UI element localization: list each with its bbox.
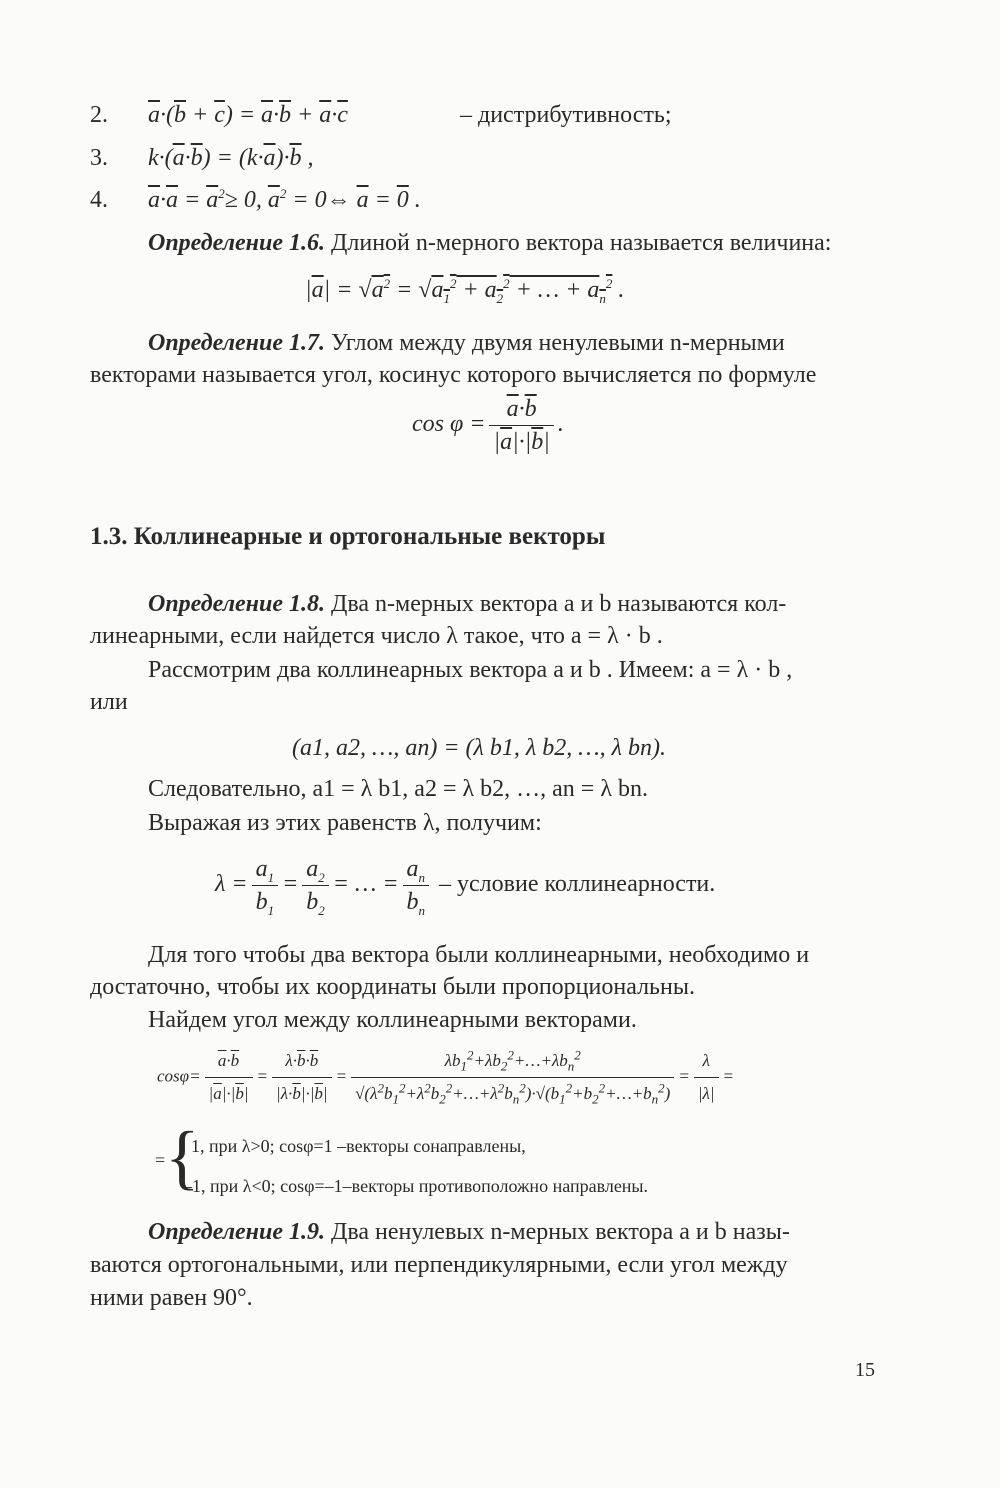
case-positive: 1, при λ>0; cosφ=1 –векторы сонаправлены, <box>191 1136 526 1156</box>
definition-label: Определение 1.8. <box>148 591 325 617</box>
formula-collinear-cosine: cosφ= $\frac{\overline{a}\cdot\overline{b}}{|\overline{a}|\cdot|\overline{b}|}$ = $\frac{\lambda\cdot\overline{b}\cdot\overline{b}}{|\lambda\cdot\overline{b}|\cdot|\overline{b}|}$ = $\frac{\lambda b_1^2+\lambda b_2^2+\dots+\lambda b_n^2}{√(\lambda^2b_1^2+\lambda^2b_2^2+\dots+\lambda^2b_n^2)\cdot√(b_1^2+b_2^2+\dots+b_n^2)}$ = $\frac{\lambda}{|\lambda|}$ = <box>157 1047 735 1107</box>
section-heading: 1.3. Коллинеарные и ортогональные векторы <box>90 523 606 550</box>
list-item-4 <box>90 185 421 215</box>
definition-line: Углом между двумя ненулевыми n-мерными <box>331 330 785 356</box>
item-number: 3. <box>90 145 108 171</box>
definition-label: Определение 1.6. <box>148 230 325 256</box>
definition-line: ними равен 90°. <box>90 1285 253 1311</box>
page: 2. $\overline{a}\cdot(\overline{b} + \overline{c}) = \overline{a}\cdot\overline{b} + \overline{a}\cdot\overline{c}$ – дистрибутивность; 3. $k\cdot(\overline{a}\cdot\overline{b}) = (k\cdot\overline{a})\cdot\overline{b}$ , 4. $\overline{a}\cdot\overline{a} = \overline{a}^2\ge 0$, $\overline{a}^2$ = 0⇔ $\overline{a} = 0$ . Определение 1.6. Длиной n-мерного вектора называется величина: $|\overline{a}| = √a^2 = √a_1^2 + a_2^2$ + … + $a_n^2$ . Определение 1.7. Углом между двумя ненулевыми n-мерными векторами называется угол, косинус которого вычисляется по формуле cos φ = $\frac{\overline{a}\cdot\overline{b}}{|\overline{a}|\cdot|\overline{b}|}$ . 1.3. Коллинеарные и ортогональные векторы Определение 1.8. Два n-мерных вектора a и b называются кол- линеарными, если найдется число λ такое, что a = λ · b . Рассмотрим два коллинеарных вектора a и b . Имеем: a = λ · b , или (a1, a2, …, an) = (λ b1, λ b2, …, λ bn). Следовательно, a1 = λ b1, a2 = λ b2, …, an = λ bn. Выражая из этих равенств λ, получим: λ = $\frac{a_1}{b_1}$ = $\frac{a_2}{b_2}$ = … = $\frac{a_n}{b_n}$ – условие коллинеарности. Для того чтобы два вектора были коллинеарными, необходимо и достаточно, чтобы их координаты были пропорциональны. Найдем угол между коллинеарными векторами. cosφ= $\frac{\overline{a}\cdot\overline{b}}{|\overline{a}|\cdot|\overline{b}|}$ = $\frac{\lambda\cdot\overline{b}\cdot\overline{b}}{|\lambda\cdot\overline{b}|\cdot|\overline{b}|}$ = $\frac{\lambda b_1^2+\lambda b_2^2+\dots+\lambda b_n^2}{√(\lambda^2b_1^2+\lambda^2b_2^2+\dots+\lambda^2b_n^2)\cdot√(b_1^2+b_2^2+\dots+b_n^2)}$ = $\frac{\lambda}{|\lambda|}$ = = { 1, при λ>0; cosφ=1 –векторы сонаправлены, –1, при λ<0; cosφ=–1–векторы противоположно направлены. Определение 1.9. Два ненулевых n-мерных вектора a и b назы- ваются ортогональными, или перпендикулярными, если угол между ними равен 90°. 15 <box>0 0 1000 1488</box>
list-item-2 <box>90 100 672 130</box>
paragraph-line: Рассмотрим два коллинеарных вектора a и b . Имеем: a = λ · b , <box>148 657 793 683</box>
paragraph-line: достаточно, чтобы их координаты были пропорциональны. <box>90 974 695 1000</box>
definition-label: Определение 1.7. <box>148 330 325 356</box>
paragraph-line: Для того чтобы два вектора были коллинеарными, необходимо и <box>148 942 810 968</box>
page-number: 15 <box>855 1359 875 1381</box>
paragraph-line: Выражая из этих равенств λ, получим: <box>148 810 542 836</box>
paragraph-line: Найдем угол между коллинеарными векторами. <box>148 1007 637 1033</box>
formula-vector-length: $|\overline{a}| = √a^2 = √a_1^2 + a_2^2$ + … + $a_n^2$ . <box>305 276 625 306</box>
definition-1-7 <box>148 328 878 358</box>
item-number: 4. <box>90 187 108 213</box>
formula-distributive: $\overline{a}\cdot(\overline{b} + \overline{c}) = \overline{a}\cdot\overline{b} + \overline{a}\cdot\overline{c}$ <box>148 102 348 128</box>
definition-line: Два n-мерных вектора a и b называются кол- <box>331 591 787 617</box>
case-negative: –1, при λ<0; cosφ=–1–векторы противоположно направлены. <box>183 1176 649 1196</box>
paragraph-line: Следовательно, a1 = λ b1, a2 = λ b2, …, an = λ bn. <box>148 776 648 802</box>
paragraph-line: или <box>90 689 128 715</box>
fraction: $\frac{\overline{a}\cdot\overline{b}}{|\overline{a}|\cdot|\overline{b}|}$ <box>489 395 553 456</box>
definition-line: Два ненулевых n-мерных вектора a и b назы- <box>331 1219 790 1245</box>
definition-line: линеарными, если найдется число λ такое, что a = λ · b . <box>90 623 663 649</box>
formula-associative: $k\cdot(\overline{a}\cdot\overline{b}) = (k\cdot\overline{a})\cdot\overline{b}$ , <box>148 145 314 171</box>
definition-1-9 <box>148 1217 790 1247</box>
definition-line: ваются ортогональными, или перпендикулярными, если угол между <box>90 1252 788 1278</box>
definition-1-6 <box>148 228 831 258</box>
brace-glyph: { <box>165 1117 200 1197</box>
formula-coordinates: (a1, a2, …, an) = (λ b1, λ b2, …, λ bn). <box>292 735 667 761</box>
item-description: – дистрибутивность; <box>460 102 672 128</box>
definition-1-8 <box>148 589 786 619</box>
definition-label: Определение 1.9. <box>148 1219 325 1245</box>
definition-text: Длиной n-мерного вектора называется величина: <box>331 230 832 256</box>
list-item-3 <box>90 143 314 173</box>
definition-line: векторами называется угол, косинус которого вычисляется по формуле <box>90 362 817 388</box>
item-number: 2. <box>90 102 108 128</box>
formula-collinearity: λ = $\frac{a_1}{b_1}$ = $\frac{a_2}{b_2}$ = … = $\frac{a_n}{b_n}$ – условие коллинеарности. <box>215 856 716 918</box>
formula-scalar-square: $\overline{a}\cdot\overline{a} = \overline{a}^2\ge 0$, $\overline{a}^2$ = 0⇔ $\overline{a} = 0$ . <box>148 186 421 213</box>
formula-cosine: cos φ = $\frac{\overline{a}\cdot\overline{b}}{|\overline{a}|\cdot|\overline{b}|}$ . <box>412 396 564 455</box>
condition-label: – условие коллинеарности. <box>439 871 716 898</box>
